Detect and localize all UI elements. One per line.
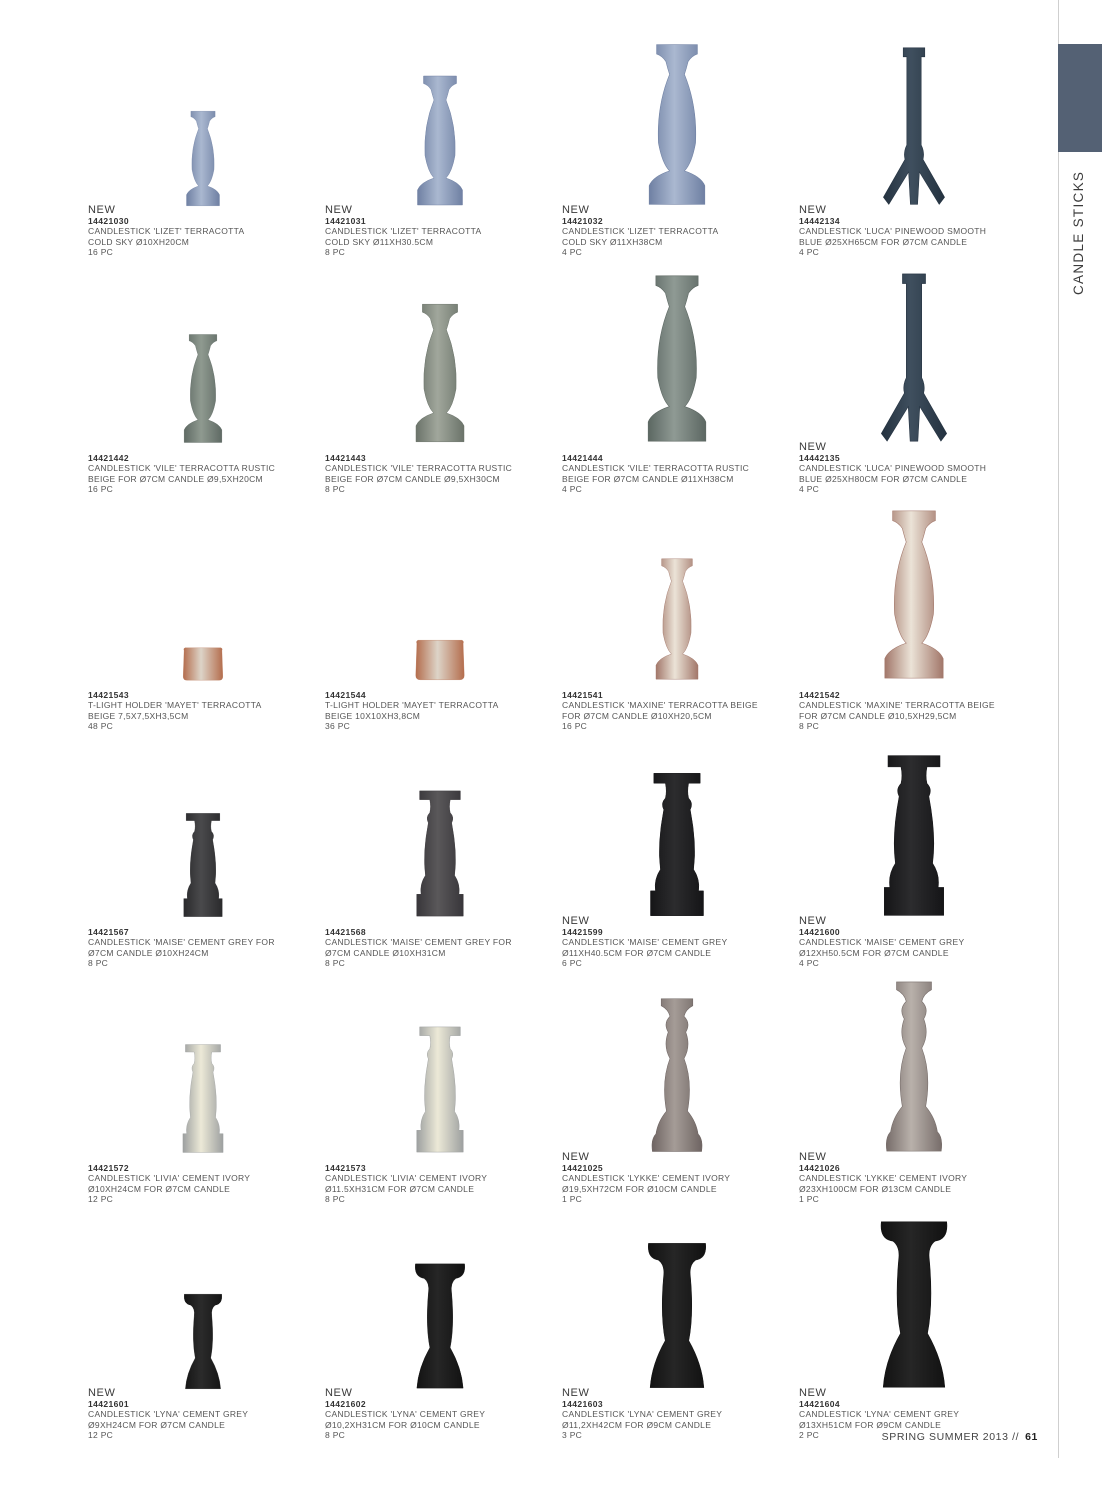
product-image <box>325 494 555 682</box>
product-description-line1: CANDLESTICK 'LIZET' TERRACOTTA <box>325 226 482 237</box>
product-info <box>799 442 1029 494</box>
product-description-line1: CANDLESTICK 'MAISE' CEMENT GREY FOR <box>88 937 275 948</box>
product-description-line1: CANDLESTICK 'LYNA' CEMENT GREY <box>799 1409 960 1420</box>
tall-candlestick-icon <box>622 997 732 1155</box>
black-candlestick-icon <box>859 1218 969 1391</box>
product-card <box>562 967 792 1204</box>
product-code: 14421604 <box>799 1399 841 1410</box>
product-quantity: 16 PC <box>88 247 114 257</box>
product-info <box>799 1152 1029 1204</box>
product-description-line2: Ø7CM CANDLE Ø10XH31CM <box>325 947 446 958</box>
new-badge <box>88 1152 318 1163</box>
product-card <box>88 20 318 257</box>
new-badge <box>88 916 318 927</box>
product-description-line2: COLD SKY Ø11XH30.5CM <box>325 236 434 247</box>
black-candlestick-icon <box>148 1292 258 1391</box>
tripod-candlestick-icon <box>859 272 969 445</box>
product-description-line2: BLUE Ø25XH80CM FOR Ø7CM CANDLE <box>799 473 968 484</box>
product-description-line1: CANDLESTICK 'LYKKE' CEMENT IVORY <box>799 1173 968 1184</box>
product-info <box>88 1388 318 1440</box>
black-candlestick-icon <box>385 1261 495 1391</box>
product-quantity: 8 PC <box>325 1430 346 1440</box>
product-quantity: 8 PC <box>325 958 346 968</box>
product-info <box>325 205 555 257</box>
beige-candlestick-icon <box>859 507 969 682</box>
product-card <box>562 1203 792 1440</box>
new-badge: NEW <box>799 1151 827 1164</box>
product-image <box>88 257 318 445</box>
grey-candlestick-icon <box>622 770 732 919</box>
product-card <box>325 20 555 257</box>
footer-issue: SPRING SUMMER 2013 // <box>881 1431 1020 1443</box>
product-card <box>562 731 792 968</box>
product-description-line1: CANDLESTICK 'VILE' TERRACOTTA RUSTIC <box>88 463 276 474</box>
product-quantity: 16 PC <box>88 484 114 494</box>
new-badge <box>88 679 318 690</box>
section-tab <box>1058 44 1102 152</box>
new-badge: NEW <box>562 1387 590 1400</box>
product-quantity: 8 PC <box>325 484 346 494</box>
product-code: 14421599 <box>562 927 604 938</box>
new-badge <box>88 442 318 453</box>
product-image <box>88 20 318 208</box>
new-badge: NEW <box>88 1387 116 1400</box>
product-description-line2: Ø23XH100CM FOR Ø13CM CANDLE <box>799 1183 952 1194</box>
new-badge: NEW <box>799 915 827 928</box>
t-light-holder-icon <box>385 583 495 682</box>
new-badge: NEW <box>799 441 827 454</box>
product-description-line2: FOR Ø7CM CANDLE Ø10,5XH29,5CM <box>799 710 957 721</box>
product-image <box>88 494 318 682</box>
product-card <box>799 20 1029 257</box>
product-info <box>562 442 792 494</box>
product-description-line2: Ø13XH51CM FOR Ø9CM CANDLE <box>799 1419 942 1430</box>
product-image <box>88 967 318 1155</box>
new-badge: NEW <box>88 204 116 217</box>
product-image <box>562 967 792 1155</box>
product-code: 14421442 <box>88 453 130 464</box>
product-image <box>562 731 792 919</box>
product-code: 14421026 <box>799 1163 841 1174</box>
ivory-candlestick-icon <box>385 1024 495 1155</box>
product-card <box>562 494 792 731</box>
product-image <box>562 20 792 208</box>
product-description-line2: Ø12XH50.5CM FOR Ø7CM CANDLE <box>799 947 949 958</box>
product-description-line2: BEIGE FOR Ø7CM CANDLE Ø9,5XH30CM <box>325 473 500 484</box>
product-image <box>799 1203 1029 1391</box>
product-image <box>799 731 1029 919</box>
product-description-line1: CANDLESTICK 'LYNA' CEMENT GREY <box>325 1409 486 1420</box>
tripod-candlestick-icon <box>859 46 969 208</box>
product-code: 14442135 <box>799 453 841 464</box>
new-badge <box>325 1152 555 1163</box>
new-badge <box>562 679 792 690</box>
product-description-line1: CANDLESTICK 'LIZET' TERRACOTTA <box>562 226 719 237</box>
product-code: 14421602 <box>325 1399 367 1410</box>
new-badge: NEW <box>562 1151 590 1164</box>
product-description-line1: CANDLESTICK 'LUCA' PINEWOOD SMOOTH <box>799 226 987 237</box>
product-card <box>562 20 792 257</box>
new-badge <box>325 442 555 453</box>
product-code: 14421568 <box>325 927 367 938</box>
product-code: 14421025 <box>562 1163 604 1174</box>
product-description-line2: BLUE Ø25XH65CM FOR Ø7CM CANDLE <box>799 236 968 247</box>
new-badge: NEW <box>325 1387 353 1400</box>
product-info <box>325 442 555 494</box>
new-badge: NEW <box>562 204 590 217</box>
product-quantity: 1 PC <box>799 1194 820 1204</box>
product-image <box>799 257 1029 445</box>
product-quantity: 8 PC <box>325 247 346 257</box>
product-card <box>799 967 1029 1204</box>
product-description-line2: Ø11,2XH42CM FOR Ø9CM CANDLE <box>562 1419 712 1430</box>
tall-candlestick-icon <box>859 980 969 1155</box>
product-quantity: 4 PC <box>562 484 583 494</box>
product-description-line2: Ø7CM CANDLE Ø10XH24CM <box>88 947 209 958</box>
product-description-line2: Ø10XH24CM FOR Ø7CM CANDLE <box>88 1183 231 1194</box>
new-badge <box>325 679 555 690</box>
product-card <box>799 494 1029 731</box>
product-image <box>325 967 555 1155</box>
product-image <box>325 20 555 208</box>
product-code: 14421543 <box>88 690 130 701</box>
page-number: 61 <box>1025 1431 1038 1443</box>
product-code: 14421032 <box>562 216 604 227</box>
product-code: 14421567 <box>88 927 130 938</box>
grey-candlestick-icon <box>385 788 495 919</box>
grey-candlestick-icon <box>148 811 258 919</box>
product-quantity: 3 PC <box>562 1430 583 1440</box>
product-card <box>799 257 1029 494</box>
product-description-line1: CANDLESTICK 'LYNA' CEMENT GREY <box>88 1409 249 1420</box>
product-card <box>799 731 1029 968</box>
new-badge: NEW <box>562 915 590 928</box>
product-description-line1: CANDLESTICK 'MAISE' CEMENT GREY <box>799 937 965 948</box>
product-image <box>562 257 792 445</box>
product-code: 14421601 <box>88 1399 130 1410</box>
product-info <box>799 916 1029 968</box>
product-quantity: 12 PC <box>88 1430 114 1440</box>
product-image <box>325 1203 555 1391</box>
ivory-candlestick-icon <box>148 1042 258 1155</box>
product-description-line1: CANDLESTICK 'MAXINE' TERRACOTTA BEIGE <box>562 700 758 711</box>
product-quantity: 12 PC <box>88 1194 114 1204</box>
new-badge: NEW <box>799 204 827 217</box>
product-code: 14421443 <box>325 453 367 464</box>
product-quantity: 4 PC <box>799 247 820 257</box>
product-description-line2: Ø10,2XH31CM FOR Ø10CM CANDLE <box>325 1419 480 1430</box>
product-card <box>325 731 555 968</box>
product-info <box>562 679 792 731</box>
new-badge <box>799 679 1029 690</box>
product-description-line1: CANDLESTICK 'LYKKE' CEMENT IVORY <box>562 1173 731 1184</box>
product-card <box>88 1203 318 1440</box>
product-description-line1: CANDLESTICK 'MAXINE' TERRACOTTA BEIGE <box>799 700 995 711</box>
product-description-line2: COLD SKY Ø10XH20CM <box>88 236 190 247</box>
product-info <box>325 1152 555 1204</box>
product-image <box>88 731 318 919</box>
product-info <box>562 1152 792 1204</box>
product-info <box>562 205 792 257</box>
product-quantity: 6 PC <box>562 958 583 968</box>
product-description-line2: COLD SKY Ø11XH38CM <box>562 236 663 247</box>
product-info <box>88 1152 318 1204</box>
product-image <box>799 967 1029 1155</box>
blue-candlestick-icon <box>385 73 495 208</box>
product-code: 14421541 <box>562 690 604 701</box>
beige-candlestick-icon <box>622 556 732 682</box>
product-description-line1: T-LIGHT HOLDER 'MAYET' TERRACOTTA <box>88 700 262 711</box>
product-quantity: 36 PC <box>325 721 351 731</box>
product-description-line1: CANDLESTICK 'MAISE' CEMENT GREY <box>562 937 728 948</box>
new-badge: NEW <box>325 204 353 217</box>
product-card <box>88 494 318 731</box>
product-info <box>325 916 555 968</box>
product-code: 14421031 <box>325 216 367 227</box>
product-image <box>325 257 555 445</box>
product-card <box>325 1203 555 1440</box>
product-info <box>325 679 555 731</box>
product-description-line1: CANDLESTICK 'LIZET' TERRACOTTA <box>88 226 245 237</box>
product-info <box>799 205 1029 257</box>
new-badge <box>325 916 555 927</box>
product-info <box>562 916 792 968</box>
product-code: 14421600 <box>799 927 841 938</box>
section-title: CANDLE STICKS <box>1071 170 1086 295</box>
product-description-line1: CANDLESTICK 'VILE' TERRACOTTA RUSTIC <box>325 463 513 474</box>
product-description-line2: BEIGE FOR Ø7CM CANDLE Ø11XH38CM <box>562 473 734 484</box>
new-badge <box>562 442 792 453</box>
product-description-line2: Ø19,5XH72CM FOR Ø10CM CANDLE <box>562 1183 717 1194</box>
product-card <box>325 967 555 1204</box>
product-image <box>88 1203 318 1391</box>
product-code: 14421444 <box>562 453 604 464</box>
product-description-line2: Ø9XH24CM FOR Ø7CM CANDLE <box>88 1419 226 1430</box>
product-quantity: 8 PC <box>88 958 109 968</box>
product-code: 14421603 <box>562 1399 604 1410</box>
product-card <box>562 257 792 494</box>
product-description-line1: CANDLESTICK 'LUCA' PINEWOOD SMOOTH <box>799 463 987 474</box>
t-light-holder-icon <box>148 601 258 682</box>
product-card <box>325 494 555 731</box>
rustic-candlestick-icon <box>622 272 732 445</box>
product-quantity: 4 PC <box>799 484 820 494</box>
product-info <box>88 679 318 731</box>
product-code: 14421030 <box>88 216 130 227</box>
rustic-candlestick-icon <box>148 332 258 445</box>
product-info <box>325 1388 555 1440</box>
grey-candlestick-icon <box>859 752 969 919</box>
product-info <box>88 916 318 968</box>
new-badge: NEW <box>799 1387 827 1400</box>
product-description-line2: Ø11.5XH31CM FOR Ø7CM CANDLE <box>325 1183 475 1194</box>
product-code: 14421573 <box>325 1163 367 1174</box>
product-quantity: 4 PC <box>799 958 820 968</box>
product-card <box>799 1203 1029 1440</box>
product-card <box>88 967 318 1204</box>
product-card <box>88 731 318 968</box>
product-info <box>88 442 318 494</box>
product-code: 14421542 <box>799 690 841 701</box>
product-description-line1: T-LIGHT HOLDER 'MAYET' TERRACOTTA <box>325 700 499 711</box>
product-description-line1: CANDLESTICK 'LIVIA' CEMENT IVORY <box>325 1173 488 1184</box>
product-image <box>799 494 1029 682</box>
product-code: 14421544 <box>325 690 367 701</box>
product-info <box>562 1388 792 1440</box>
product-quantity: 16 PC <box>562 721 588 731</box>
product-card <box>88 257 318 494</box>
product-image <box>799 20 1029 208</box>
product-description-line1: CANDLESTICK 'MAISE' CEMENT GREY FOR <box>325 937 512 948</box>
product-code: 14442134 <box>799 216 841 227</box>
product-quantity: 1 PC <box>562 1194 583 1204</box>
page-footer <box>882 1431 1038 1443</box>
black-candlestick-icon <box>622 1240 732 1391</box>
product-description-line2: BEIGE 10X10XH3,8CM <box>325 710 421 721</box>
product-image <box>562 494 792 682</box>
blue-candlestick-icon <box>622 41 732 208</box>
product-description-line2: Ø11XH40.5CM FOR Ø7CM CANDLE <box>562 947 712 958</box>
product-description-line1: CANDLESTICK 'LYNA' CEMENT GREY <box>562 1409 723 1420</box>
product-info <box>799 679 1029 731</box>
product-card <box>325 257 555 494</box>
product-description-line2: FOR Ø7CM CANDLE Ø10XH20,5CM <box>562 710 712 721</box>
product-quantity: 8 PC <box>799 721 820 731</box>
product-quantity: 2 PC <box>799 1430 820 1440</box>
product-code: 14421572 <box>88 1163 130 1174</box>
product-description-line2: BEIGE 7,5X7,5XH3,5CM <box>88 710 189 721</box>
product-quantity: 4 PC <box>562 247 583 257</box>
product-image <box>562 1203 792 1391</box>
product-info <box>88 205 318 257</box>
blue-candlestick-icon <box>148 109 258 208</box>
rustic-candlestick-icon <box>385 301 495 445</box>
product-description-line1: CANDLESTICK 'LIVIA' CEMENT IVORY <box>88 1173 251 1184</box>
product-image <box>325 731 555 919</box>
product-quantity: 48 PC <box>88 721 114 731</box>
product-description-line2: BEIGE FOR Ø7CM CANDLE Ø9,5XH20CM <box>88 473 263 484</box>
product-description-line1: CANDLESTICK 'VILE' TERRACOTTA RUSTIC <box>562 463 750 474</box>
product-quantity: 8 PC <box>325 1194 346 1204</box>
